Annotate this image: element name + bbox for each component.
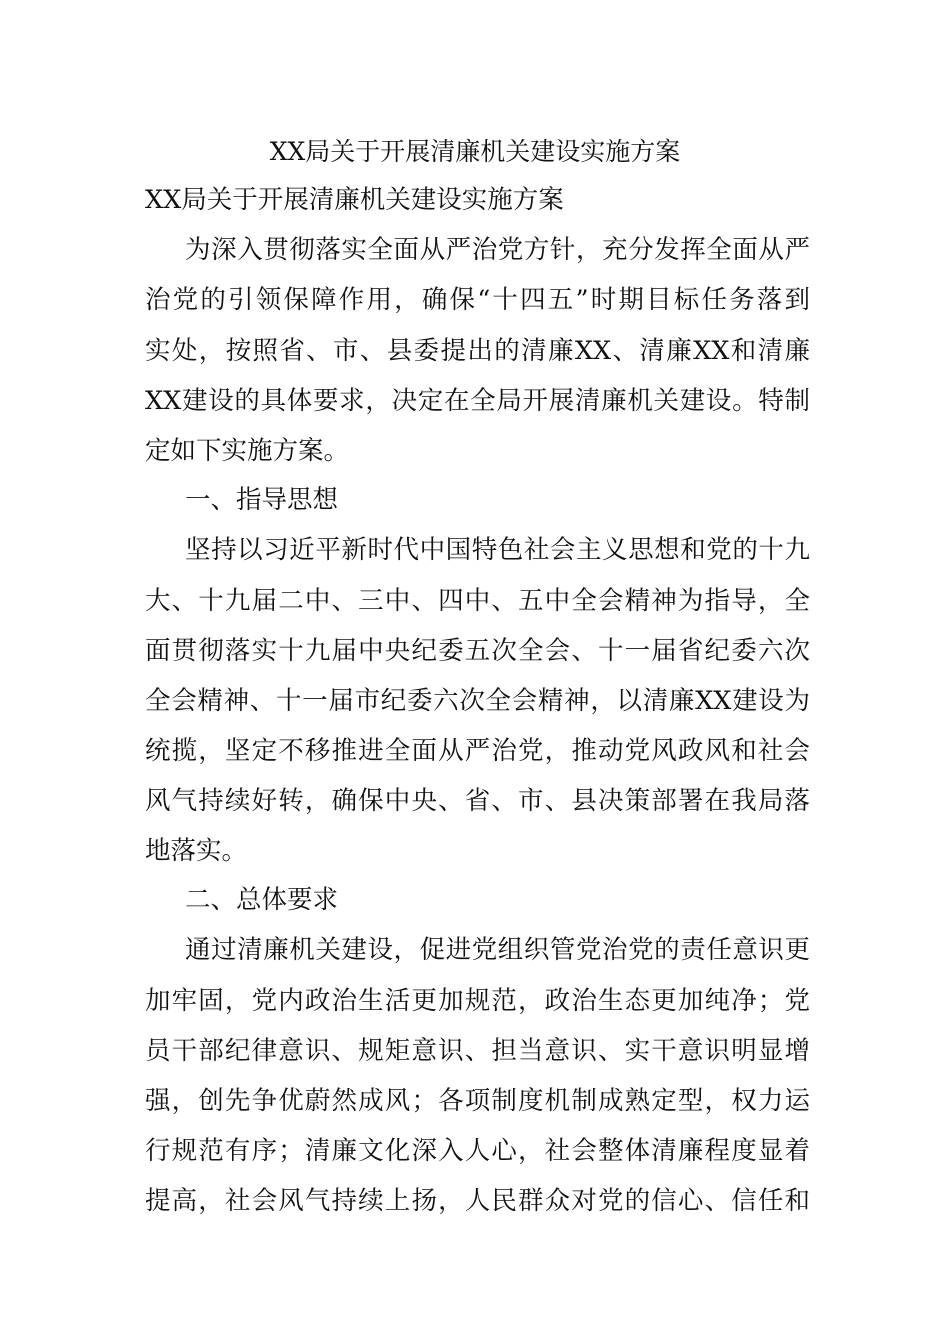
- document-subtitle: XX局关于开展清廉机关建设实施方案: [145, 185, 564, 215]
- section-heading-general-requirements: 二、总体要求: [185, 885, 339, 915]
- paragraph-1-line: 为深入贯彻落实全面从严治党方针，充分发挥全面从严: [185, 235, 810, 265]
- paragraph-3-line: 行规范有序；清廉文化深入人心，社会整体清廉程度显着: [145, 1136, 810, 1166]
- paragraph-1-line: 治党的引领保障作用，确保“十四五”时期目标任务落到: [145, 285, 810, 315]
- paragraph-1-line: 定如下实施方案。: [145, 436, 350, 466]
- paragraph-1-line: 实处，按照省、市、县委提出的清廉XX、清廉XX和清廉: [145, 336, 810, 366]
- paragraph-2-line: 坚持以习近平新时代中国特色社会主义思想和党的十九: [185, 535, 810, 565]
- document-title: XX局关于开展清廉机关建设实施方案: [269, 137, 681, 166]
- paragraph-1-line: XX建设的具体要求，决定在全局开展清廉机关建设。特制: [145, 386, 810, 416]
- paragraph-2-line: 风气持续好转，确保中央、省、市、县决策部署在我局落: [145, 786, 810, 816]
- paragraph-3-line: 员干部纪律意识、规矩意识、担当意识、实干意识明显增: [145, 1036, 810, 1066]
- paragraph-2-line: 地落实。: [145, 836, 248, 866]
- paragraph-3-line: 提高，社会风气持续上扬，人民群众对党的信心、信任和: [145, 1186, 810, 1216]
- paragraph-3-line: 强，创先争优蔚然成风；各项制度机制成熟定型，权力运: [145, 1086, 810, 1116]
- section-heading-guiding-ideology: 一、指导思想: [185, 485, 339, 515]
- paragraph-2-line: 统揽，坚定不移推进全面从严治党，推动党风政风和社会: [145, 736, 810, 766]
- paragraph-2-line: 面贯彻落实十九届中央纪委五次全会、十一届省纪委六次: [145, 636, 810, 666]
- paragraph-3-line: 通过清廉机关建设，促进党组织管党治党的责任意识更: [185, 935, 810, 965]
- paragraph-2-line: 大、十九届二中、三中、四中、五中全会精神为指导，全: [145, 586, 810, 616]
- paragraph-3-line: 加牢固，党内政治生活更加规范，政治生态更加纯净；党: [145, 986, 810, 1016]
- paragraph-2-line: 全会精神、十一届市纪委六次全会精神，以清廉XX建设为: [145, 686, 810, 716]
